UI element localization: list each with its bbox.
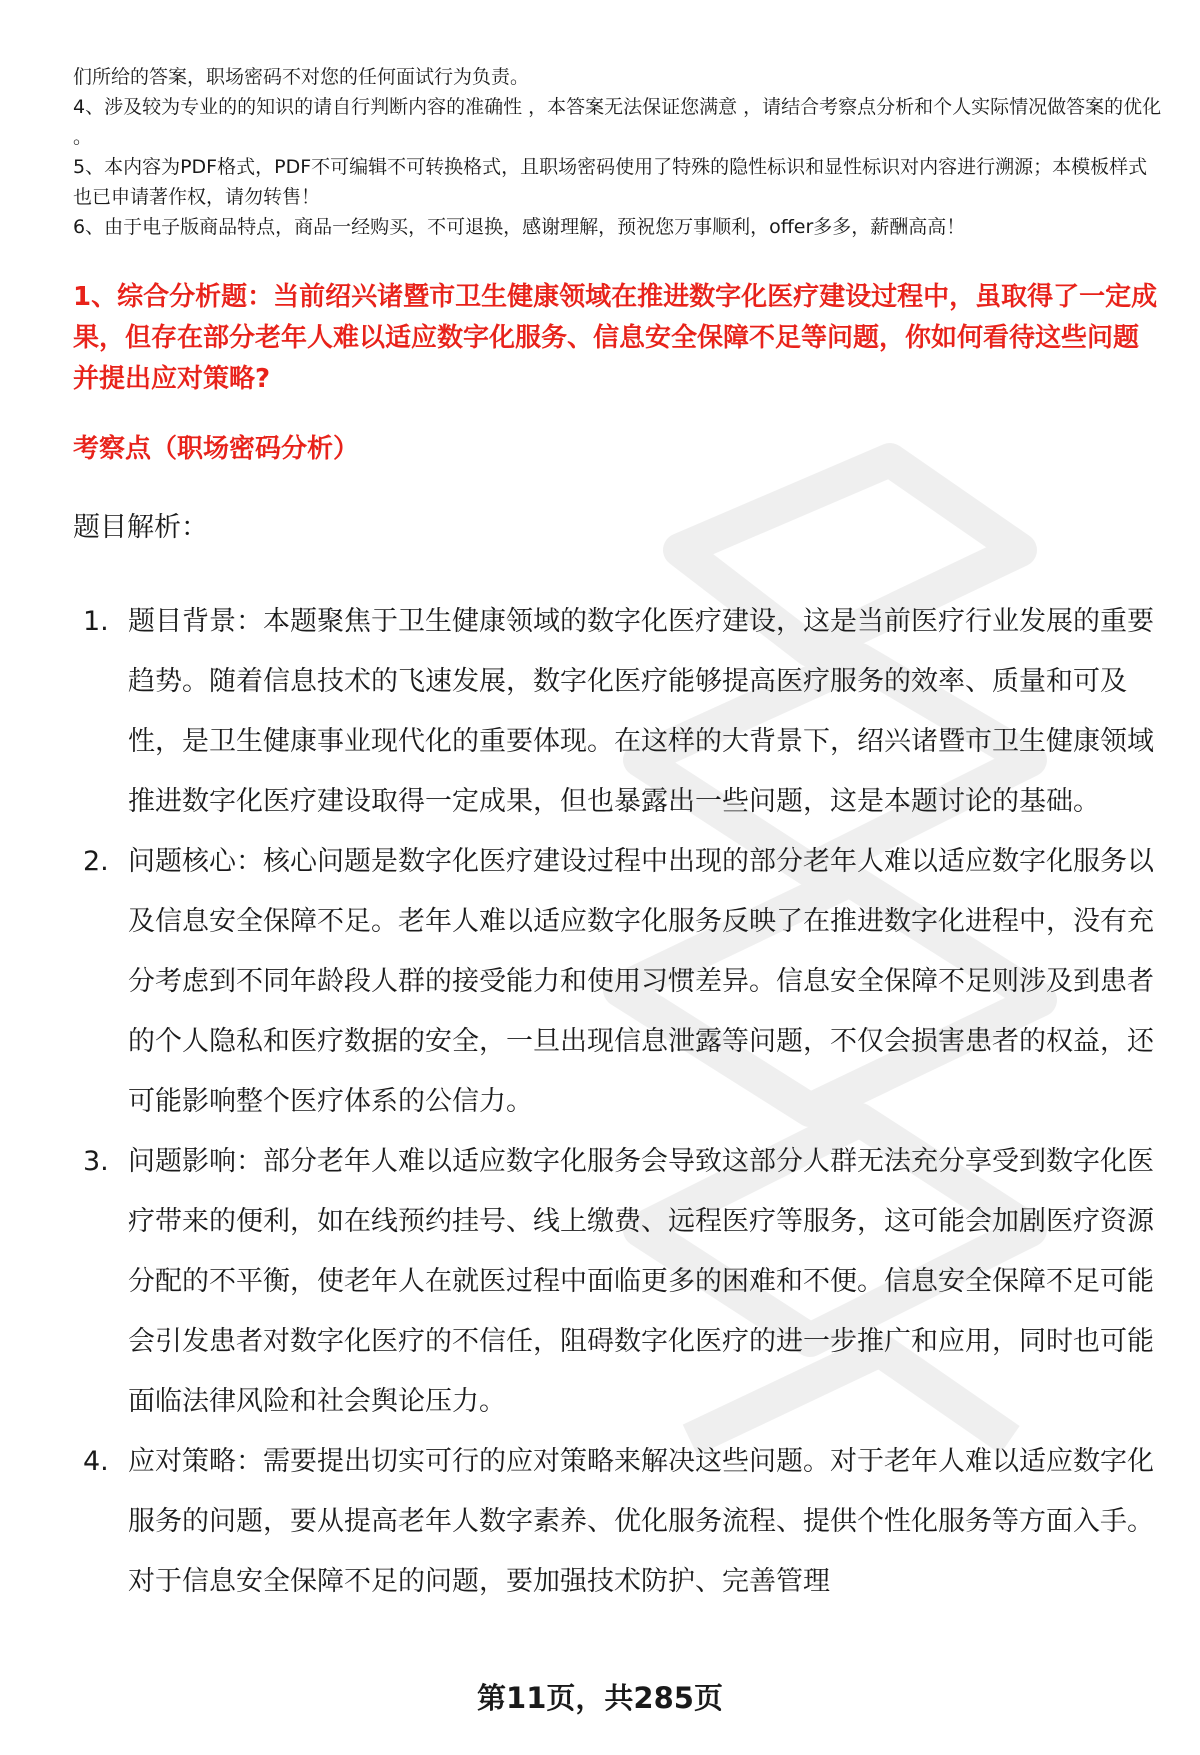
- page-footer: 第11页，共285页: [477, 1681, 723, 1715]
- point-text: 问题影响：部分老年人难以适应数字化服务会导致这部分人群无法充分享受到数字化医疗带来的便利，如在线预约挂号、线上缴费、远程医疗等服务，这可能会加剧医疗资源分配的不平衡，使老年人在就医过程中面临更多的困难和不便。信息安全保障不足可能会引发患者对数字化医疗的不信任，阻碍数字化医疗的进一步推广和应用，同时也可能面临法律风险和社会舆论压力。: [128, 1146, 1154, 1417]
- note-line: 5、本内容为PDF格式，PDF不可编辑不可转换格式，且职场密码使用了特殊的隐性标识和显性标识对内容进行溯源；本模板样式也已申请著作权，请勿转售！: [73, 156, 1148, 208]
- question-title: 1、综合分析题：当前绍兴诸暨市卫生健康领域在推进数字化医疗建设过程中，虽取得了一定成果，但存在部分老年人难以适应数字化服务、信息安全保障不足等问题，你如何看待这些问题并提出应对策略?: [73, 282, 1158, 394]
- analysis-point: [73, 1432, 1163, 1612]
- note-line: 4、涉及较为专业的的知识的请自行判断内容的准确性 ，本答案无法保证您满意 ，请结合考察点分析和个人实际情况做答案的优化 。: [73, 96, 1162, 148]
- point-number: 2.: [83, 846, 109, 877]
- point-number: 4.: [83, 1446, 109, 1477]
- analysis-point: [73, 1132, 1163, 1432]
- exam-point-heading: 考察点（职场密码分析）: [73, 434, 360, 464]
- analysis-point: [73, 832, 1163, 1132]
- point-number: 1.: [83, 606, 109, 637]
- point-text: 题目背景：本题聚焦于卫生健康领域的数字化医疗建设，这是当前医疗行业发展的重要趋势。随着信息技术的飞速发展，数字化医疗能够提高医疗服务的效率、质量和可及性，是卫生健康事业现代化的重要体现。在这样的大背景下，绍兴诸暨市卫生健康领域推进数字化医疗建设取得一定成果，但也暴露出一些问题，这是本题讨论的基础。: [128, 606, 1154, 817]
- analysis-point: [73, 592, 1163, 832]
- point-text: 应对策略：需要提出切实可行的应对策略来解决这些问题。对于老年人难以适应数字化服务的问题，要从提高老年人数字素养、优化服务流程、提供个性化服务等方面入手。对于信息安全保障不足的问题，要加强技术防护、完善管理: [128, 1446, 1154, 1597]
- point-text: 问题核心：核心问题是数字化医疗建设过程中出现的部分老年人难以适应数字化服务以及信息安全保障不足。老年人难以适应数字化服务反映了在推进数字化进程中，没有充分考虑到不同年龄段人群的接受能力和使用习惯差异。信息安全保障不足则涉及到患者的个人隐私和医疗数据的安全，一旦出现信息泄露等问题，不仅会损害患者的权益，还可能影响整个医疗体系的公信力。: [128, 846, 1154, 1117]
- note-line: 们所给的答案，职场密码不对您的任何面试行为负责。: [73, 66, 530, 88]
- point-number: 3.: [83, 1146, 109, 1177]
- note-line: 6、由于电子版商品特点，商品一经购买，不可退换，感谢理解，预祝您万事顺利，offer多多，薪酬高高！: [73, 216, 966, 238]
- notes-section: [73, 62, 1163, 242]
- analysis-label: 题目解析：: [73, 512, 208, 543]
- analysis-points-list: [73, 592, 1163, 1612]
